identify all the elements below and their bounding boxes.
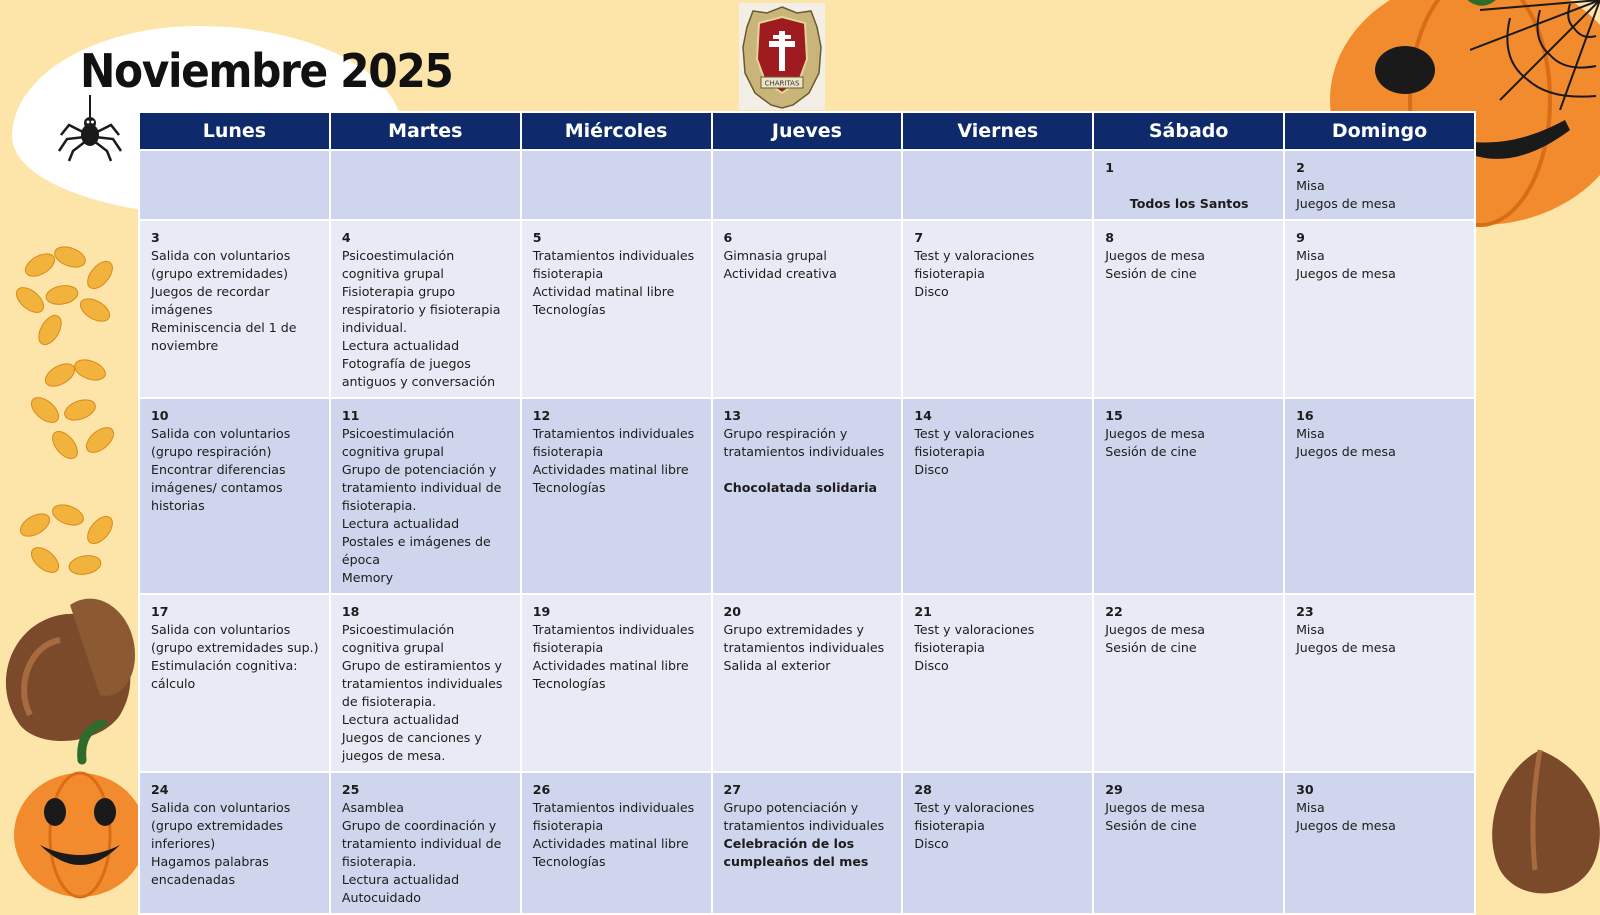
day-number: 25 xyxy=(341,782,360,797)
day-cell xyxy=(139,398,330,594)
activity-line: Asamblea xyxy=(341,800,404,815)
day-number: 8 xyxy=(1105,230,1114,245)
day-cell xyxy=(712,150,903,220)
day-number: 20 xyxy=(723,604,742,619)
day-number: 16 xyxy=(1296,408,1314,423)
week-row xyxy=(139,594,1475,772)
activity-line: Misa xyxy=(1296,178,1325,193)
activity-line: Gimnasia grupal xyxy=(723,248,827,263)
activity-line: Salida con voluntarios (grupo extremidades) xyxy=(151,248,291,281)
activity-line: Disco xyxy=(914,462,949,477)
day-cell xyxy=(1093,594,1284,772)
day-cell xyxy=(521,398,712,594)
calendar-table xyxy=(138,111,1476,915)
week-row xyxy=(139,772,1475,914)
day-cell xyxy=(330,220,521,398)
activity-line: Actividades matinal libre xyxy=(532,462,689,477)
day-cell xyxy=(1284,772,1475,914)
activity-line: Salida con voluntarios (grupo extremidades inferiores) xyxy=(151,800,291,851)
activity-line: Fotografía de juegos antiguos y conversación xyxy=(341,356,496,389)
activity-line: Autocuidado xyxy=(341,890,421,905)
activity-line: Tecnologías xyxy=(532,480,606,495)
activity-line: Lectura actualidad xyxy=(341,712,460,727)
day-cell xyxy=(139,150,330,220)
day-number: 30 xyxy=(1296,782,1314,797)
day-number: 14 xyxy=(914,408,932,423)
activity-line: Encontrar diferencias imágenes/ contamos historias xyxy=(151,462,286,513)
activity-line: Juegos de mesa xyxy=(1105,426,1205,441)
day-number: 11 xyxy=(341,408,360,423)
day-number: 5 xyxy=(532,230,542,245)
spider-icon xyxy=(55,95,125,165)
page-title: Noviembre 2025 xyxy=(80,44,453,98)
seeds-decoration xyxy=(0,235,140,595)
weekday-header: Martes xyxy=(330,112,521,150)
activity-line: Misa xyxy=(1296,622,1325,637)
week-row xyxy=(139,150,1475,220)
activity-line: Reminiscencia del 1 de noviembre xyxy=(151,320,297,353)
week-row xyxy=(139,398,1475,594)
activity-line: Grupo potenciación y tratamientos individuales xyxy=(723,800,885,833)
weekday-header: Lunes xyxy=(139,112,330,150)
charitas-logo xyxy=(739,3,825,110)
pumpkin-icon xyxy=(10,720,145,900)
day-number: 22 xyxy=(1105,604,1123,619)
activity-line: Salida con voluntarios (grupo extremidades sup.) xyxy=(151,622,319,655)
activity-line: Grupo de coordinación y tratamiento individual de fisioterapia. xyxy=(341,818,502,869)
day-cell xyxy=(712,220,903,398)
activity-line: Memory xyxy=(341,570,394,585)
spiderweb-icon xyxy=(1470,0,1600,110)
day-cell xyxy=(521,220,712,398)
day-cell xyxy=(1093,220,1284,398)
day-number: 18 xyxy=(341,604,360,619)
activity-line: Test y valoraciones fisioterapia xyxy=(914,622,1035,655)
day-number: 26 xyxy=(532,782,551,797)
day-cell xyxy=(521,594,712,772)
activity-line: Test y valoraciones fisioterapia xyxy=(914,800,1035,833)
activity-line: Tratamientos individuales fisioterapia xyxy=(532,622,695,655)
activity-line: Juegos de mesa xyxy=(1296,196,1396,211)
activity-line: Juegos de canciones y juegos de mesa. xyxy=(341,730,482,763)
activity-line: Tratamientos individuales fisioterapia xyxy=(532,800,695,833)
day-cell xyxy=(1093,150,1284,220)
activity-line: Misa xyxy=(1296,248,1325,263)
day-cell xyxy=(902,150,1093,220)
activity-line: Fisioterapia grupo respiratorio y fisioterapia individual. xyxy=(341,284,501,335)
activity-line: Misa xyxy=(1296,800,1325,815)
day-cell xyxy=(330,772,521,914)
activity-line: Hagamos palabras encadenadas xyxy=(151,854,269,887)
activity-line: Sesión de cine xyxy=(1105,640,1197,655)
day-cell xyxy=(902,220,1093,398)
weekday-header: Miércoles xyxy=(521,112,712,150)
activity-line: Tratamientos individuales fisioterapia xyxy=(532,248,695,281)
weekday-header-row xyxy=(139,112,1475,150)
day-cell xyxy=(902,398,1093,594)
charitas-emblem-icon xyxy=(739,3,825,110)
weekday-header: Jueves xyxy=(712,112,903,150)
activity-line: Juegos de mesa xyxy=(1105,248,1205,263)
activity-line: Juegos de mesa xyxy=(1105,800,1205,815)
activity-line: Juegos de mesa xyxy=(1105,622,1205,637)
activity-line: Disco xyxy=(914,836,949,851)
activity-line: Sesión de cine xyxy=(1105,818,1197,833)
day-cell xyxy=(712,398,903,594)
activity-line: Tecnologías xyxy=(532,302,606,317)
day-number: 19 xyxy=(532,604,551,619)
activity-line: Psicoestimulación cognitiva grupal xyxy=(341,248,455,281)
activity-line: Disco xyxy=(914,284,949,299)
day-number: 1 xyxy=(1105,160,1114,175)
day-cell xyxy=(139,772,330,914)
weekday-header: Sábado xyxy=(1093,112,1284,150)
logo-text: CHARITAS xyxy=(764,79,800,88)
day-cell xyxy=(521,772,712,914)
activity-line: Grupo extremidades y tratamientos individuales xyxy=(723,622,885,655)
activity-line: Sesión de cine xyxy=(1105,444,1197,459)
day-number: 27 xyxy=(723,782,742,797)
day-cell xyxy=(521,150,712,220)
activity-line: Sesión de cine xyxy=(1105,266,1197,281)
day-cell xyxy=(712,772,903,914)
day-number: 23 xyxy=(1296,604,1314,619)
activity-line: Tratamientos individuales fisioterapia xyxy=(532,426,695,459)
activity-line: Grupo de estiramientos y tratamientos individuales de fisioterapia. xyxy=(341,658,503,709)
day-number: 29 xyxy=(1105,782,1123,797)
activity-line: Grupo respiración y tratamientos individuales xyxy=(723,426,885,459)
day-number: 17 xyxy=(151,604,169,619)
day-number: 15 xyxy=(1105,408,1123,423)
activity-line: Salida con voluntarios (grupo respiración) xyxy=(151,426,291,459)
day-number: 9 xyxy=(1296,230,1305,245)
activity-line: Actividades matinal libre xyxy=(532,836,689,851)
day-cell xyxy=(902,772,1093,914)
activity-line: Actividad matinal libre xyxy=(532,284,675,299)
activity-line: Juegos de mesa xyxy=(1296,818,1396,833)
day-cell xyxy=(1093,398,1284,594)
day-number: 13 xyxy=(723,408,742,423)
weekday-header: Domingo xyxy=(1284,112,1475,150)
week-row xyxy=(139,220,1475,398)
activity-line: Juegos de mesa xyxy=(1296,444,1396,459)
activity-line: Postales e imágenes de época xyxy=(341,534,491,567)
activity-line: Psicoestimulación cognitiva grupal xyxy=(341,426,455,459)
activity-line: Salida al exterior xyxy=(723,658,831,673)
day-cell xyxy=(1284,150,1475,220)
activity-line: Actividad creativa xyxy=(723,266,837,281)
day-cell xyxy=(330,398,521,594)
day-number: 28 xyxy=(914,782,932,797)
activity-line: Lectura actualidad xyxy=(341,338,460,353)
day-number: 12 xyxy=(532,408,551,423)
activity-line: Chocolatada solidaria xyxy=(723,480,878,495)
day-number: 6 xyxy=(723,230,733,245)
activity-line: Juegos de mesa xyxy=(1296,266,1396,281)
day-cell xyxy=(1284,398,1475,594)
activity-line: Celebración de los cumpleaños del mes xyxy=(723,836,869,869)
day-number: 7 xyxy=(914,230,924,245)
activity-line: Todos los Santos xyxy=(1129,196,1249,211)
chestnut-icon xyxy=(1480,740,1600,900)
activity-line: Grupo de potenciación y tratamiento individual de fisioterapia. xyxy=(341,462,502,513)
day-number: 10 xyxy=(151,408,169,423)
activity-line: Juegos de recordar imágenes xyxy=(151,284,270,317)
activity-line: Misa xyxy=(1296,426,1325,441)
day-cell xyxy=(1284,594,1475,772)
activity-line: Disco xyxy=(914,658,949,673)
activity-line: Actividades matinal libre xyxy=(532,658,689,673)
day-number: 4 xyxy=(341,230,351,245)
day-number: 24 xyxy=(151,782,169,797)
day-cell xyxy=(330,150,521,220)
activity-line: Lectura actualidad xyxy=(341,516,460,531)
activity-line: Lectura actualidad xyxy=(341,872,460,887)
day-cell xyxy=(139,594,330,772)
day-number: 2 xyxy=(1296,160,1305,175)
day-cell xyxy=(902,594,1093,772)
activity-line: Tecnologías xyxy=(532,676,606,691)
activity-line: Psicoestimulación cognitiva grupal xyxy=(341,622,455,655)
day-cell xyxy=(1093,772,1284,914)
day-cell xyxy=(330,594,521,772)
activity-line: Tecnologías xyxy=(532,854,606,869)
activity-line: Test y valoraciones fisioterapia xyxy=(914,248,1035,281)
activity-line: Estimulación cognitiva: cálculo xyxy=(151,658,298,691)
day-number: 21 xyxy=(914,604,932,619)
activity-line: Test y valoraciones fisioterapia xyxy=(914,426,1035,459)
day-cell xyxy=(139,220,330,398)
day-cell xyxy=(712,594,903,772)
weekday-header: Viernes xyxy=(902,112,1093,150)
day-cell xyxy=(1284,220,1475,398)
day-number: 3 xyxy=(151,230,160,245)
activity-line: Juegos de mesa xyxy=(1296,640,1396,655)
